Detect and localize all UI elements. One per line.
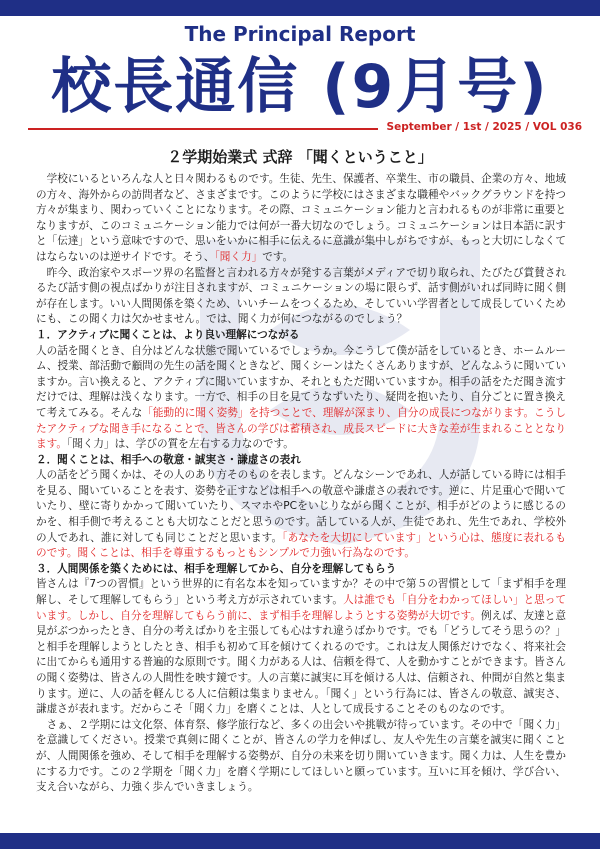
- section-heading-2: ２．聞くことは、相手への敬意・誠実さ・謙虚さの表れ: [36, 453, 301, 466]
- intro-text: 学校にいるといろんな人と日々関わるものです。生徒、先生、保護者、卒業生、市の職員、企業の方々、地域の方々、海外からの訪問者など、さまざまです。このように学校にはさまざまな職種やバックグラウンドを持つ方々が集まり、関わっていくことになります。その際、コミュニケーション能力と言われるものが非常に重要となりますが、このコミュニケーション能力では何が一番大切なのでしょう。コミュニケーションは日本語に訳すと「伝達」という意味ですので、思いをいかに相手に伝えるに意識が集中しがちですが、もっと大切にしなくてはならないのは逆サイドです。そう、: [36, 173, 566, 263]
- section-3-body: [36, 577, 566, 717]
- paragraph-second: 昨今、政治家やスポーツ界の名監督と言われる方々が発する言葉がメディアで切り取られ、たびたび賞賛されるたび話す側の視点ばかりが注目されますが、コミュニケーションの場に限らず、話す側がいれば同時に聞く側が存在します。いい人間関係を築くため、いいチームをつくるため、そしていい学習者として成長していくためにも、この聞く力は欠かせません。では、聞く力が何につながるのでしょう？: [36, 266, 566, 326]
- article-heading: ２学期始業式 式辞 「聞くということ」: [167, 148, 433, 166]
- section-2-text: 人の話をどう聞くかは、その人のあり方そのものを表します。どんなシーンであれ、人が話している時には相手を見る、聞いていることを表す、姿勢を正すなどは相手への敬意や謙虚さの表れです。逆に、片足重心で聞いていたり、壁に寄りかかって聞いていたり、スマホやPCをいじりながら聞くことが、相手がどのように感じるのかを、相手側で考えることも大切なことだと思うのです。話している人が、生徒であれ、先生であれ、学校外の人であれ、誰に対しても同じことだと思います。: [36, 469, 566, 544]
- section-1-text: 人の話を聞くとき、自分はどんな状態で聞いているでしょうか。今こうして僕が話をしているとき、ホームルーム、授業、部活動で顧問の先生の話を聞くときなど、聞くシーンはたくさんありますが、どんなふうに聞いていますか。言い換えると、アクティブに聞いていますか、それともただ聞いていますか。相手の話をただ聞き流すだけでは、理解は浅くなります。一方で、相手の目を見てうなずいたり、疑問を抱いたり、自分ごとに置き換えて考えてみる。そんな: [36, 344, 566, 419]
- intro-text-end: です。: [262, 250, 294, 263]
- section-3-text-end: 例えば、友達と意見がぶつかったとき、自分の考えばかりを主張しても心はすれ違うばかりです。でも「どうしてそう思うの？」と相手を理解しようとしたとき、相手も初めて耳を傾けてくれるのです。これは友人関係だけでなく、将来社会に出てからも通用する普遍的な原則です。聞く力がある人は、信頼を得て、人を動かすことができます。皆さんの聞く姿勢は、皆さんの人間性を映す鏡です。人の言葉に誠実に耳を傾ける人は、信頼され、仲間が自然と集まります。逆に、人の話を軽んじる人に信頼は集まりません。「聞く」という行為には、皆さんの敬意、誠実さ、謙虚さが表れます。だからこそ「聞く力」を磨くことは、人として成長することそのものなのです。: [36, 609, 566, 716]
- issue-dateline: September / 1st / 2025 / VOL 036: [386, 121, 582, 133]
- section-2-highlight: 「あなたを大切にしています」という心は、態度に表れるものです。聞くことは、相手を尊重するもっともシンプルで力強い行為なのです。: [36, 531, 566, 560]
- page-title: 校長通信 (9月号): [51, 52, 549, 122]
- paragraph-closing: さぁ、２学期には文化祭、体育祭、修学旅行など、多くの出会いや挑戦が待っています。その中で「聞く力」を意識してください。授業で真剣に聞くことが、皆さんの学力を伸ばし、友人や先生の言葉を誠実に聞くことが、人間関係を強め、そして相手を理解する姿勢が、自分の未来を切り開いていきます。聞く力は、人生を豊かにする力です。この２学期を「聞く力」を磨く学期にしてほしいと願っています。互いに耳を傾け、学び合い、支え合いながら、力強く歩んでいきましょう。: [36, 718, 566, 794]
- top-border-bar: [0, 0, 600, 16]
- report-subtitle: The Principal Report: [184, 22, 416, 46]
- bottom-border-bar: [0, 833, 600, 849]
- section-2-body: [36, 468, 566, 562]
- title-underline-rule: [28, 128, 378, 130]
- section-heading-1: １．アクティブに聞くことは、より良い理解につながる: [36, 328, 300, 341]
- section-3-highlight: 人は誰でも「自分をわかってほしい」と思っています。しかし、自分を理解してもらう前に、まず相手を理解しようとする姿勢が大切です。: [36, 594, 567, 622]
- section-3-text: 皆さんは『7つの習慣』という世界的に有名な本を知っていますか？その中で第５の習慣として「まず相手を理解し、そして理解してもらう」という考え方が示されています。: [36, 578, 566, 607]
- section-heading-3: ３．人間関係を築くためには、相手を理解してから、自分を理解してもらう: [36, 562, 397, 575]
- section-1-body: [36, 344, 566, 453]
- listening-power-highlight: 「聞く力」: [214, 250, 263, 263]
- section-1-highlight: 「能動的に聞く姿勢」を持つことで、理解が深まり、自分の成長につながります。こうしたアクティブな聞き手になることで、皆さんの学びは蓄積され、成長スピードに大きな差が生まれることとなります。: [36, 406, 566, 451]
- section-1-text-end: 「聞く力」は、学びの質を左右する力なのです。: [66, 438, 294, 451]
- paragraph-intro: [36, 172, 566, 266]
- article-body: [36, 172, 566, 796]
